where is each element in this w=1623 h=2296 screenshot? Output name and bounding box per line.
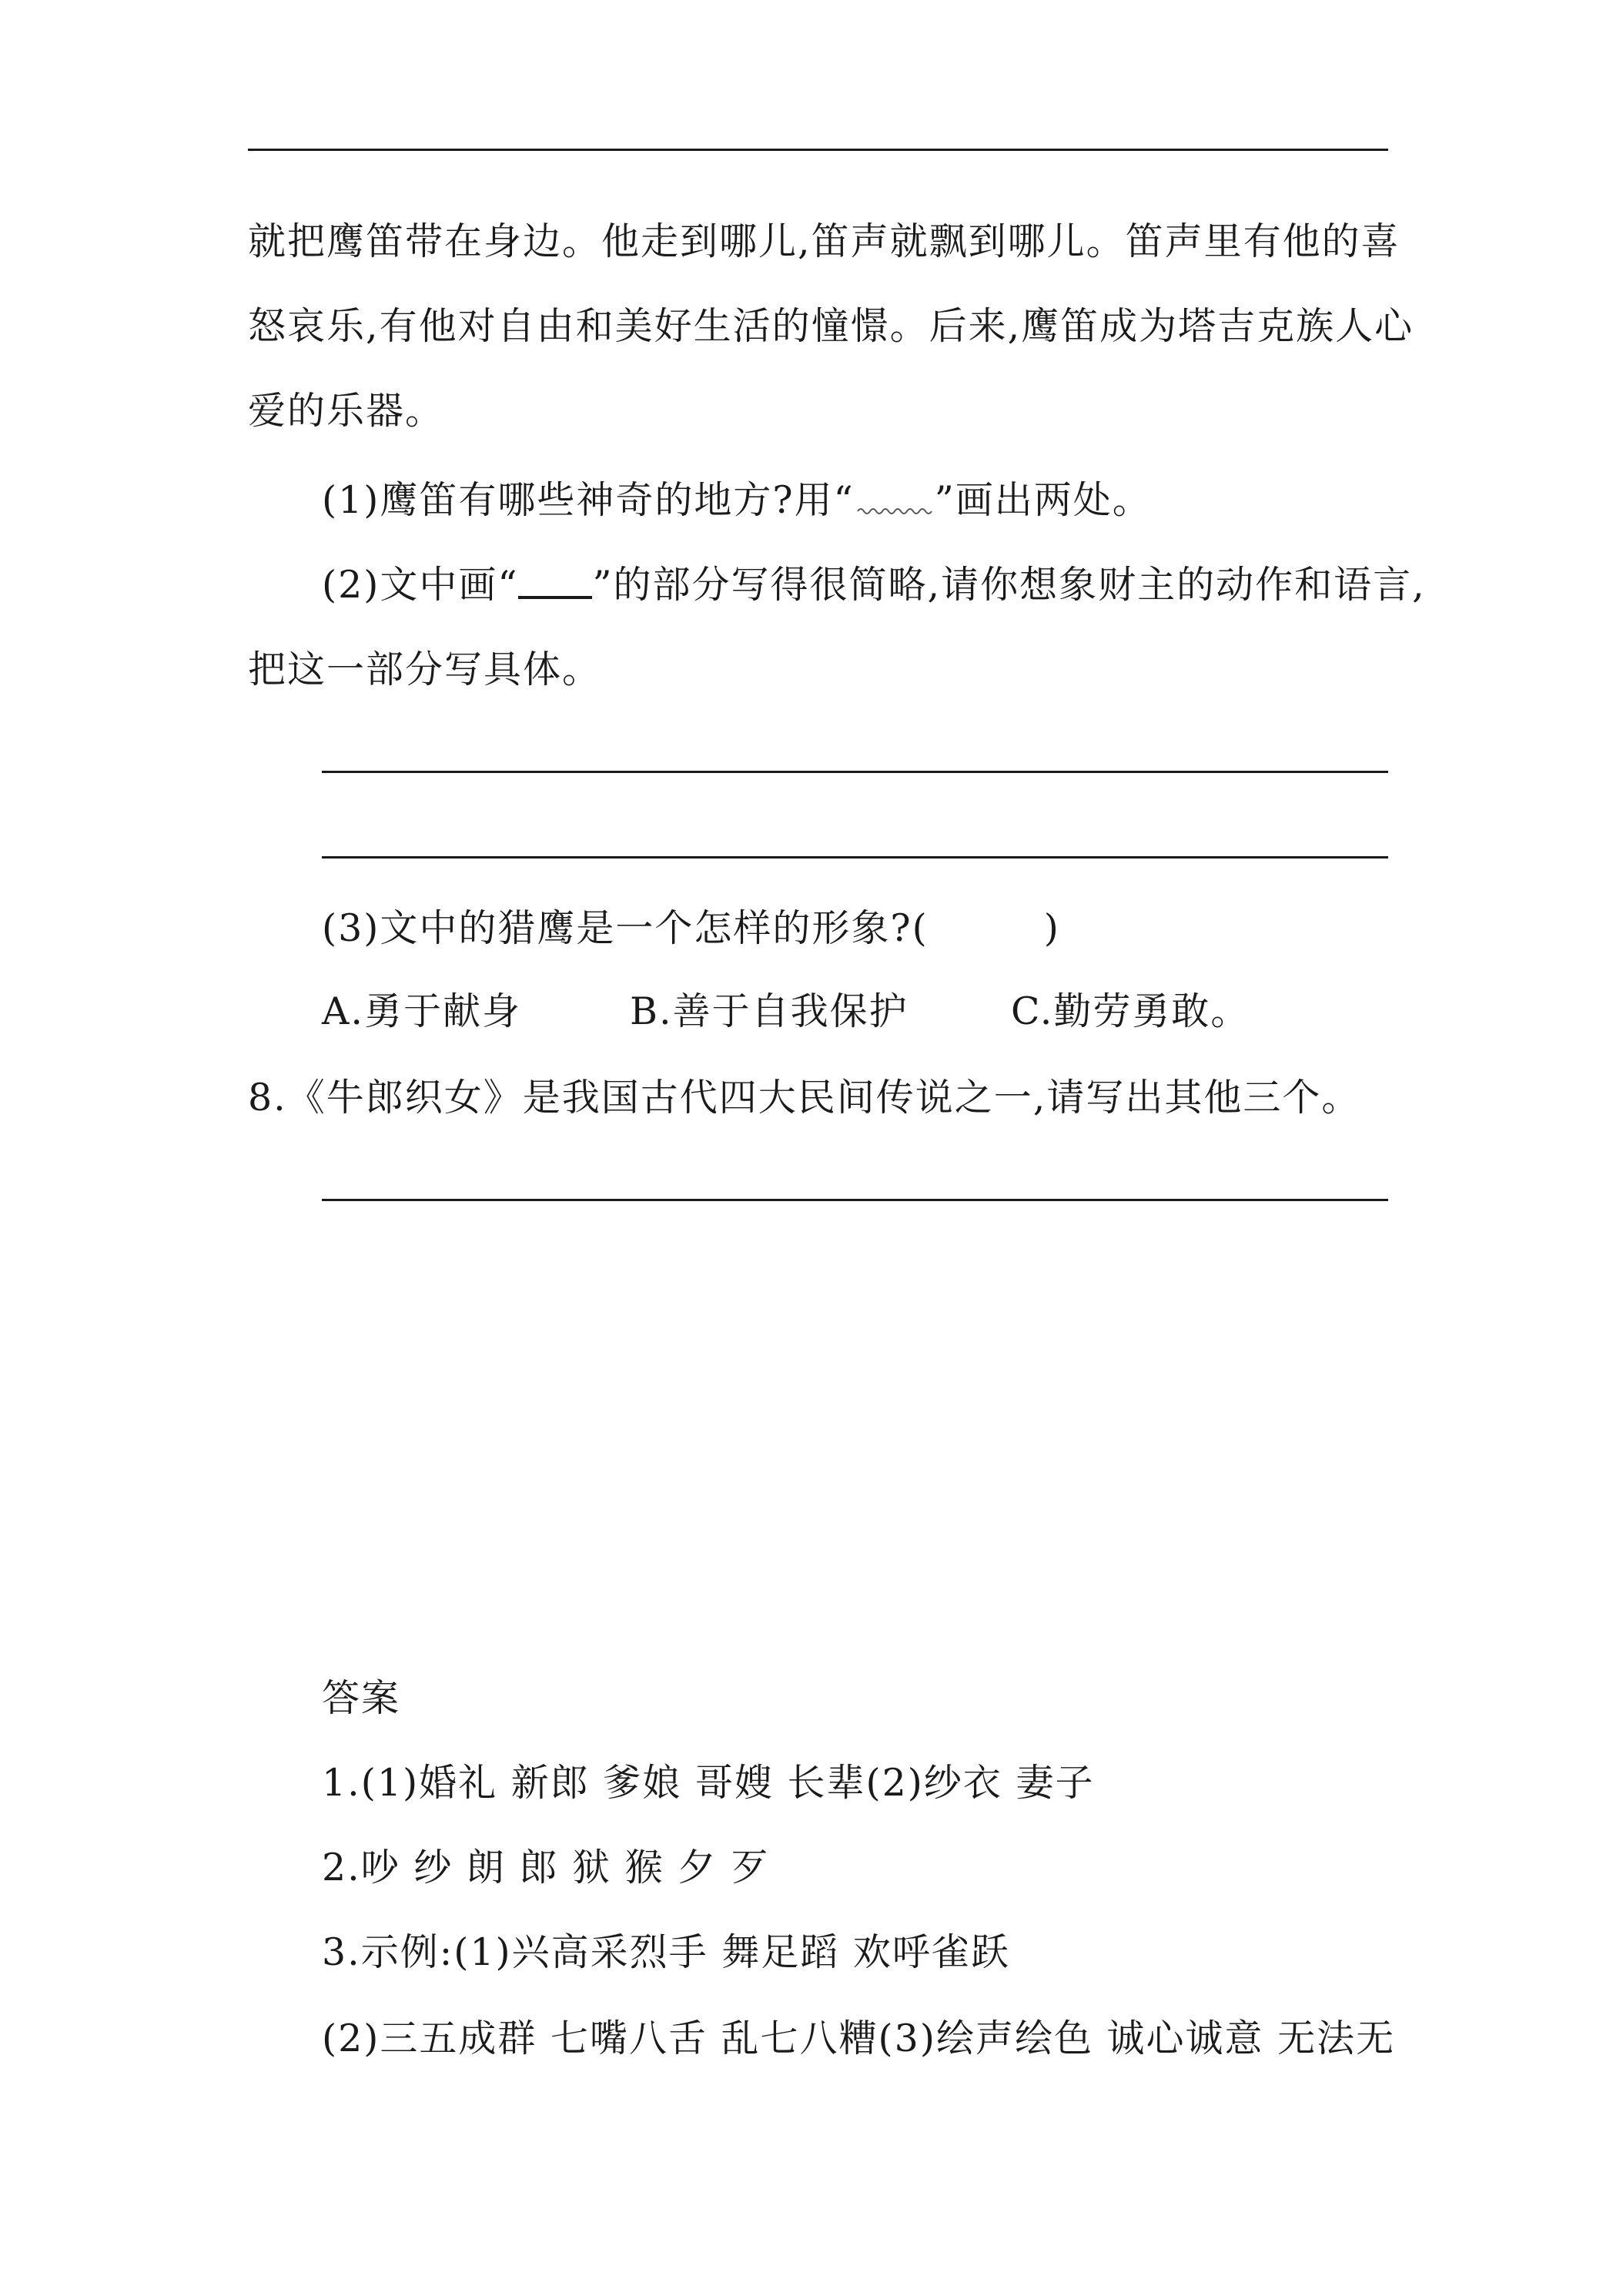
question-3-text: (3)文中的猎鹰是一个怎样的形象?( xyxy=(322,906,929,950)
answers-heading: 答案 xyxy=(322,1676,401,1720)
answer-line-2[interactable] xyxy=(322,856,1388,858)
passage-line-3: 爱的乐器。 xyxy=(248,389,445,433)
question-8: 8.《牛郎织女》是我国古代四大民间传说之一,请写出其他三个。 xyxy=(248,1076,1361,1120)
question-1-suffix: ”画出两处。 xyxy=(934,478,1152,522)
answer-line-3[interactable] xyxy=(322,1199,1388,1201)
question-1 xyxy=(322,477,1152,524)
option-b: B.善于自我保护 xyxy=(630,989,909,1033)
option-c: C.勤劳勇敢。 xyxy=(1011,989,1250,1033)
question-2-line-2: 把这一部分写具体。 xyxy=(248,648,602,691)
answer-3: 3.示例:(1)兴高采烈手 舞足蹈 欢呼雀跃 xyxy=(322,1930,1010,1974)
passage-line-1: 就把鹰笛带在身边。他走到哪儿,笛声就飘到哪儿。笛声里有他的喜 xyxy=(248,219,1400,263)
question-3-close: ) xyxy=(1043,906,1060,950)
question-3 xyxy=(322,905,1060,952)
question-1-prefix: (1)鹰笛有哪些神奇的地方?用“ xyxy=(322,478,855,522)
answer-3-continued: (2)三五成群 七嘴八舌 乱七八糟(3)绘声绘色 诚心诚意 无法无 xyxy=(322,2017,1396,2060)
option-a: A.勇于献身 xyxy=(322,989,521,1033)
question-2-prefix: (2)文中画“ xyxy=(322,563,519,607)
straight-underline-sample xyxy=(518,565,592,599)
answer-1: 1.(1)婚礼 新郎 爹娘 哥嫂 长辈(2)纱衣 妻子 xyxy=(322,1761,1095,1805)
question-2 xyxy=(322,562,1426,608)
answer-line-1[interactable] xyxy=(322,771,1388,773)
answer-2: 2.吵 纱 朗 郎 狱 猴 夕 歹 xyxy=(322,1846,770,1889)
question-2-suffix: ”的部分写得很简略,请你想象财主的动作和语言, xyxy=(592,563,1426,607)
header-rule xyxy=(248,149,1388,151)
wavy-underline-sample xyxy=(855,497,935,516)
passage-line-2: 怒哀乐,有他对自由和美好生活的憧憬。后来,鹰笛成为塔吉克族人心 xyxy=(248,304,1414,348)
